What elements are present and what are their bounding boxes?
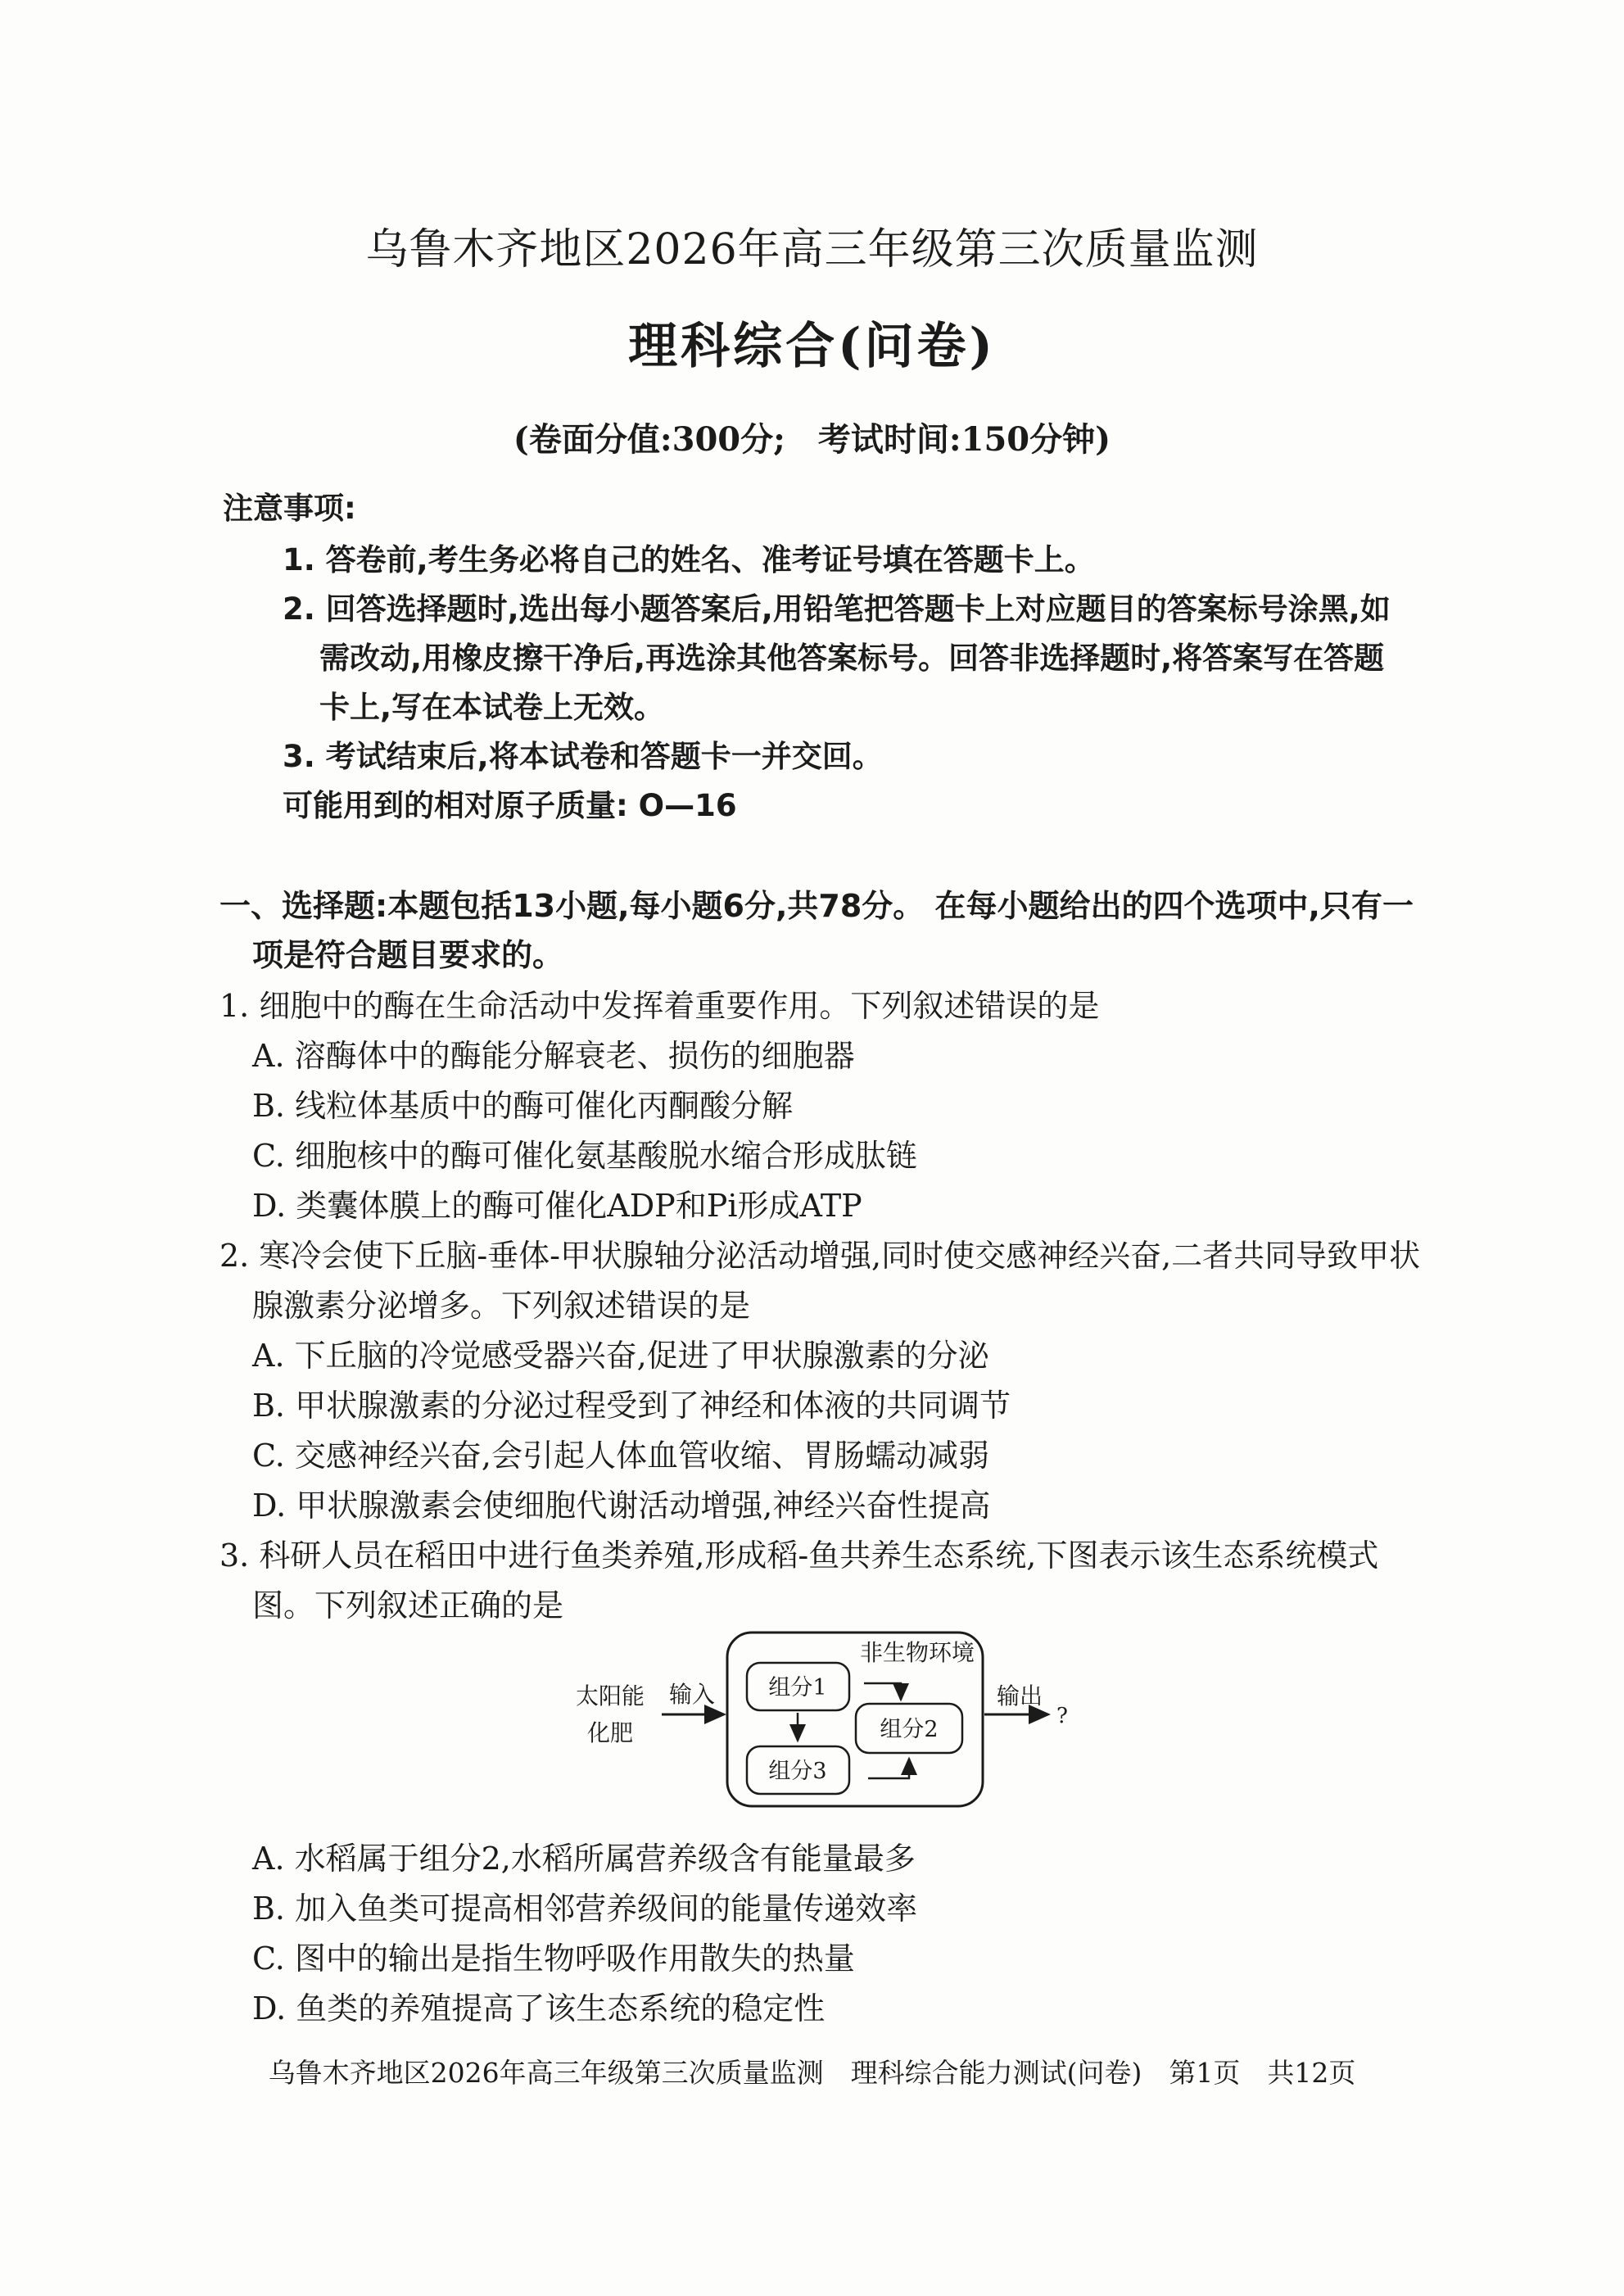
section-heading: 一、选择题:本题包括13小题,每小题6分,共78分。 在每小题给出的四个选项中,只有一	[219, 888, 1414, 924]
input-label: 输入	[668, 1681, 716, 1708]
question-stem: 1. 细胞中的酶在生命活动中发挥着重要作用。下列叙述错误的是	[219, 988, 1100, 1024]
exam-title: 乌鲁木齐地区2026年高三年级第三次质量监测	[365, 225, 1259, 274]
option-d: D. 甲状腺激素会使细胞代谢活动增强,神经兴奋性提高	[252, 1488, 991, 1524]
option-d: D. 类囊体膜上的酶可催化ADP和Pi形成ATP	[252, 1188, 862, 1224]
source-label: 化肥	[586, 1719, 634, 1746]
section-heading-cont: 项是符合题目要求的。	[252, 937, 564, 973]
option-d: D. 鱼类的养殖提高了该生态系统的稳定性	[252, 1990, 826, 2027]
component-3-label: 组分3	[768, 1759, 827, 1784]
option-a: A. 下丘脑的冷觉感受器兴奋,促进了甲状腺激素的分泌	[252, 1338, 989, 1374]
component-2-label: 组分2	[880, 1717, 939, 1742]
exam-subtitle: 理科综合(问卷)	[628, 318, 996, 375]
component-1-label: 组分1	[768, 1675, 827, 1700]
question-stem: 3. 科研人员在稻田中进行鱼类养殖,形成稻-鱼共养生态系统,下图表示该生态系统模式	[219, 1537, 1379, 1574]
option-b: B. 甲状腺激素的分泌过程受到了神经和体液的共同调节	[252, 1388, 1011, 1424]
ecosystem-diagram	[565, 1618, 1097, 1831]
question-stem: 2. 寒冷会使下丘脑-垂体-甲状腺轴分泌活动增强,同时使交感神经兴奋,二者共同导致甲状	[219, 1238, 1421, 1274]
option-b: B. 加入鱼类可提高相邻营养级间的能量传递效率	[252, 1891, 918, 1927]
option-a: A. 水稻属于组分2,水稻所属营养级含有能量最多	[252, 1841, 916, 1877]
note-line: 3. 考试结束后,将本试卷和答题卡一并交回。	[283, 739, 883, 774]
question-stem-cont: 腺激素分泌增多。下列叙述错误的是	[252, 1288, 751, 1324]
note-line: 卡上,写在本试卷上无效。	[319, 690, 665, 725]
option-c: C. 交感神经兴奋,会引起人体血管收缩、胃肠蠕动减弱	[252, 1438, 989, 1474]
option-c: C. 图中的输出是指生物呼吸作用散失的热量	[252, 1941, 855, 1977]
option-a: A. 溶酶体中的酶能分解衰老、损伤的细胞器	[252, 1038, 855, 1074]
note-line: 需改动,用橡皮擦干净后,再选涂其他答案标号。回答非选择题时,将答案写在答题	[319, 641, 1385, 676]
option-c: C. 细胞核中的酶可催化氨基酸脱水缩合形成肽链	[252, 1138, 917, 1174]
question-stem-cont: 图。下列叙述正确的是	[252, 1587, 564, 1624]
output-target: ?	[1056, 1704, 1068, 1728]
note-line: 2. 回答选择题时,选出每小题答案后,用铅笔把答题卡上对应题目的答案标号涂黑,如	[283, 591, 1391, 627]
note-line: 1. 答卷前,考生务必将自己的姓名、准考证号填在答题卡上。	[283, 542, 1095, 577]
notes-heading: 注意事项:	[223, 491, 356, 526]
env-to-c2-arrow	[864, 1683, 901, 1700]
c3-to-c2-arrow	[868, 1759, 909, 1778]
environment-label: 非生物环境	[859, 1639, 975, 1666]
note-line: 可能用到的相对原子质量: O—16	[283, 788, 737, 823]
page-footer: 乌鲁木齐地区2026年高三年级第三次质量监测 理科综合能力测试(问卷) 第1页 共12页	[268, 2057, 1356, 2089]
output-label: 输出	[996, 1682, 1043, 1710]
source-label: 太阳能	[575, 1682, 645, 1710]
option-b: B. 线粒体基质中的酶可催化丙酮酸分解	[252, 1088, 794, 1124]
score-info: (卷面分值:300分; 考试时间:150分钟)	[513, 420, 1111, 459]
